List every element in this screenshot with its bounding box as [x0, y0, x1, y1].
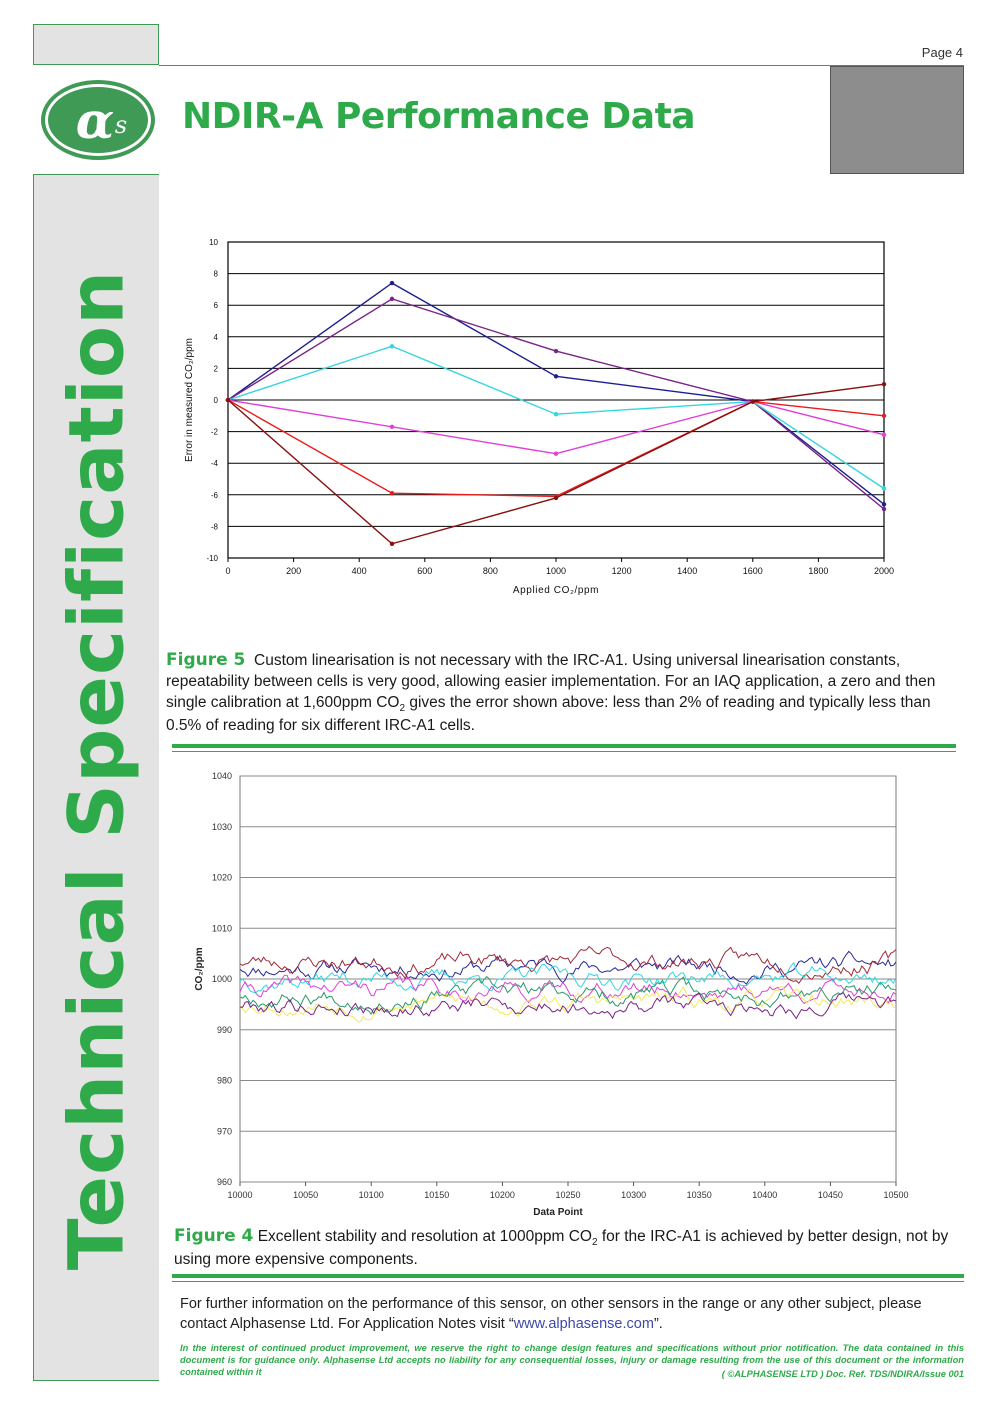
x-tick-label: 10400: [752, 1190, 778, 1200]
figure4-chart: [170, 762, 930, 1222]
x-axis-label: Applied CO₂/ppm: [512, 585, 600, 596]
figure4-caption-text: Excellent stability and resolution at 1000ppm CO: [257, 1228, 592, 1245]
data-point: [751, 399, 755, 403]
figure5-label: Figure 5: [166, 650, 246, 670]
x-axis-label: Data Point: [533, 1207, 583, 1218]
x-tick-label: 10150: [424, 1190, 450, 1200]
y-tick-label: -10: [206, 554, 218, 563]
data-point: [554, 452, 558, 456]
document-reference: ( ©ALPHASENSE LTD ) Doc. Ref. TDS/NDIRA/Issue 001: [721, 1369, 964, 1379]
y-axis-label: Error in measured CO₂/ppm: [184, 338, 195, 462]
divider-thick-2: [172, 1274, 964, 1278]
y-tick-label: 970: [216, 1126, 232, 1137]
alphasense-logo-icon: [39, 78, 157, 162]
y-tick-label: 1040: [211, 771, 232, 781]
data-point: [226, 398, 230, 402]
x-tick-label: 1800: [808, 566, 829, 576]
y-tick-label: 6: [213, 301, 218, 311]
y-tick-label: 990: [216, 1024, 232, 1035]
x-tick-label: 10300: [621, 1190, 647, 1200]
x-tick-label: 10500: [883, 1190, 909, 1200]
y-axis-label: CO₂/ppm: [194, 947, 205, 991]
figure5-caption-text: Custom linearisation is not necessary with the IRC-A1. Using universal linearisation constants, repeatability between cells is very good, allowing easier implementation. For an IAQ application, a zero and then single calibration at 1,600ppm CO: [166, 652, 936, 711]
data-point: [390, 491, 394, 495]
figure4-caption-sub: 2: [591, 1237, 598, 1248]
x-tick-label: 10100: [358, 1190, 384, 1200]
y-tick-label: 8: [213, 269, 218, 279]
y-tick-label: -8: [210, 522, 218, 532]
figure5-caption-text-2: gives the error shown above: less than 2% of reading and typically less than 0.5% of reading for six different IRC-A1 cells.: [166, 694, 931, 734]
x-tick-label: 1200: [611, 566, 632, 576]
page-number: Page 4: [921, 45, 963, 60]
data-point: [390, 344, 394, 348]
y-tick-label: -6: [210, 490, 218, 500]
disclaimer: In the interest of continued product improvement, we reserve the right to change design features and specifications without prior notification. The data contained in this document is for guidance only. Alphasense Ltd accepts no liability for any consequential losses, injury or damage resulting from the use of this document or the information contained within it: [180, 1343, 964, 1377]
data-point: [554, 349, 558, 353]
data-point: [882, 382, 886, 386]
figure5-caption: [166, 650, 964, 736]
data-point: [390, 281, 394, 285]
contact-info: [180, 1294, 964, 1334]
divider-thick: [172, 744, 956, 748]
y-tick-label: -2: [210, 427, 218, 437]
y-tick-label: 10: [209, 238, 218, 247]
data-point: [554, 496, 558, 500]
y-tick-label: 0: [213, 396, 218, 405]
svg-text:α: α: [75, 91, 115, 150]
header-corner-box: [33, 24, 159, 65]
y-tick-label: 960: [216, 1177, 232, 1187]
figure5-caption-sub: 2: [399, 703, 406, 714]
x-tick-label: 10200: [489, 1190, 515, 1200]
divider-thin: [172, 751, 956, 752]
contact-info-end: ”.: [653, 1316, 663, 1332]
y-tick-label: 1030: [211, 821, 232, 832]
data-point: [882, 414, 886, 418]
data-point: [882, 486, 886, 490]
figure5-chart: [170, 230, 910, 610]
data-point: [882, 507, 886, 511]
figure4-label: Figure 4: [174, 1226, 254, 1246]
y-tick-label: 1000: [211, 974, 232, 984]
figure4-caption: [174, 1226, 964, 1270]
x-tick-label: 0: [225, 566, 231, 576]
data-point: [390, 297, 394, 301]
x-tick-label: 800: [482, 566, 498, 576]
y-tick-label: 4: [213, 332, 218, 342]
x-tick-label: 1000: [545, 566, 567, 576]
x-tick-label: 2000: [873, 566, 895, 576]
x-tick-label: 10050: [293, 1190, 319, 1200]
data-point: [390, 542, 394, 546]
x-tick-label: 10450: [817, 1190, 843, 1200]
x-tick-label: 600: [417, 566, 433, 576]
y-tick-label: 980: [216, 1075, 232, 1086]
x-tick-label: 10250: [555, 1190, 581, 1200]
figure4-caption-text-2: for the IRC-A1 is achieved by better design, not by using more expensive components.: [174, 1228, 949, 1268]
website-link[interactable]: www.alphasense.com: [513, 1316, 654, 1332]
data-point: [882, 433, 886, 437]
x-tick-label: 10350: [686, 1190, 712, 1200]
data-point: [554, 412, 558, 416]
header-grey-box: [830, 66, 964, 174]
page-title: NDIR-A Performance Data: [182, 96, 696, 137]
sidebar-bottom-rule: [33, 1380, 159, 1381]
y-tick-label: 1020: [211, 872, 232, 883]
x-tick-label: 1400: [677, 566, 698, 576]
data-point: [390, 425, 394, 429]
divider-thin-2: [172, 1281, 964, 1282]
y-tick-label: -4: [210, 459, 218, 469]
x-tick-label: 400: [351, 566, 367, 576]
y-tick-label: 1010: [211, 923, 232, 934]
data-point: [554, 374, 558, 378]
y-tick-label: 2: [213, 364, 218, 374]
x-tick-label: 10000: [227, 1190, 253, 1200]
sidebar-vertical-title: Technical Specification: [51, 269, 141, 1271]
contact-info-text: For further information on the performance of this sensor, on other sensors in the range or any other subject, please contact Alphasense Ltd. For Application Notes visit “: [180, 1296, 922, 1332]
data-point: [882, 502, 886, 506]
x-tick-label: 200: [286, 566, 302, 576]
svg-text:s: s: [114, 111, 128, 139]
x-tick-label: 1600: [742, 566, 763, 576]
